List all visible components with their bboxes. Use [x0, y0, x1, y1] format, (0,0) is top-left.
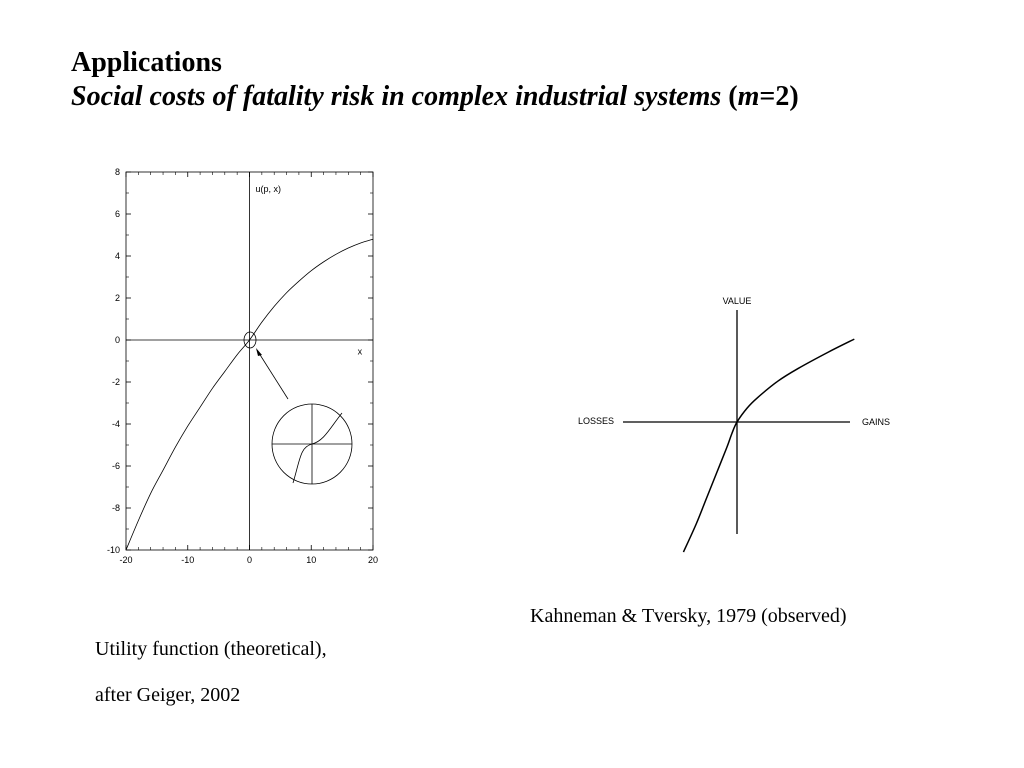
value-axis-label: VALUE	[722, 296, 752, 306]
y-tick-label: 8	[114, 167, 120, 177]
y-tick-label: -8	[111, 503, 120, 513]
x-tick-label: 20	[367, 555, 379, 565]
x-tick-label: 10	[306, 555, 317, 565]
curve-label: u(p, x)	[255, 184, 282, 194]
y-tick-label: 0	[114, 335, 120, 345]
left-caption-line1: Utility function (theoretical),	[95, 638, 327, 660]
kt-caption: Kahneman & Tversky, 1979 (observed)	[530, 605, 847, 627]
y-tick-label: -10	[106, 545, 120, 555]
y-tick-label: -6	[111, 461, 120, 471]
x-tick-label: -10	[181, 555, 195, 565]
subtitle-variable: m	[737, 81, 760, 112]
losses-label: LOSSES	[578, 416, 615, 426]
subtitle-open: (	[721, 81, 738, 112]
y-tick-label: 2	[114, 293, 120, 303]
y-tick-label: -4	[111, 419, 120, 429]
y-tick-label: -2	[111, 377, 120, 387]
subtitle-tail: =2)	[759, 81, 799, 112]
value-curve	[683, 339, 854, 552]
left-caption-line2: after Geiger, 2002	[95, 684, 241, 706]
x-tick-label: 0	[246, 555, 253, 565]
subtitle-italic: Social costs of fatality risk in complex industrial systems	[71, 81, 722, 112]
y-tick-label: 6	[114, 209, 120, 219]
gains-label: GAINS	[862, 417, 891, 427]
slide-title: Applications	[71, 47, 222, 78]
y-tick-label: 4	[114, 251, 120, 261]
x-axis-label: x	[357, 346, 363, 357]
x-tick-label: -20	[119, 555, 133, 565]
